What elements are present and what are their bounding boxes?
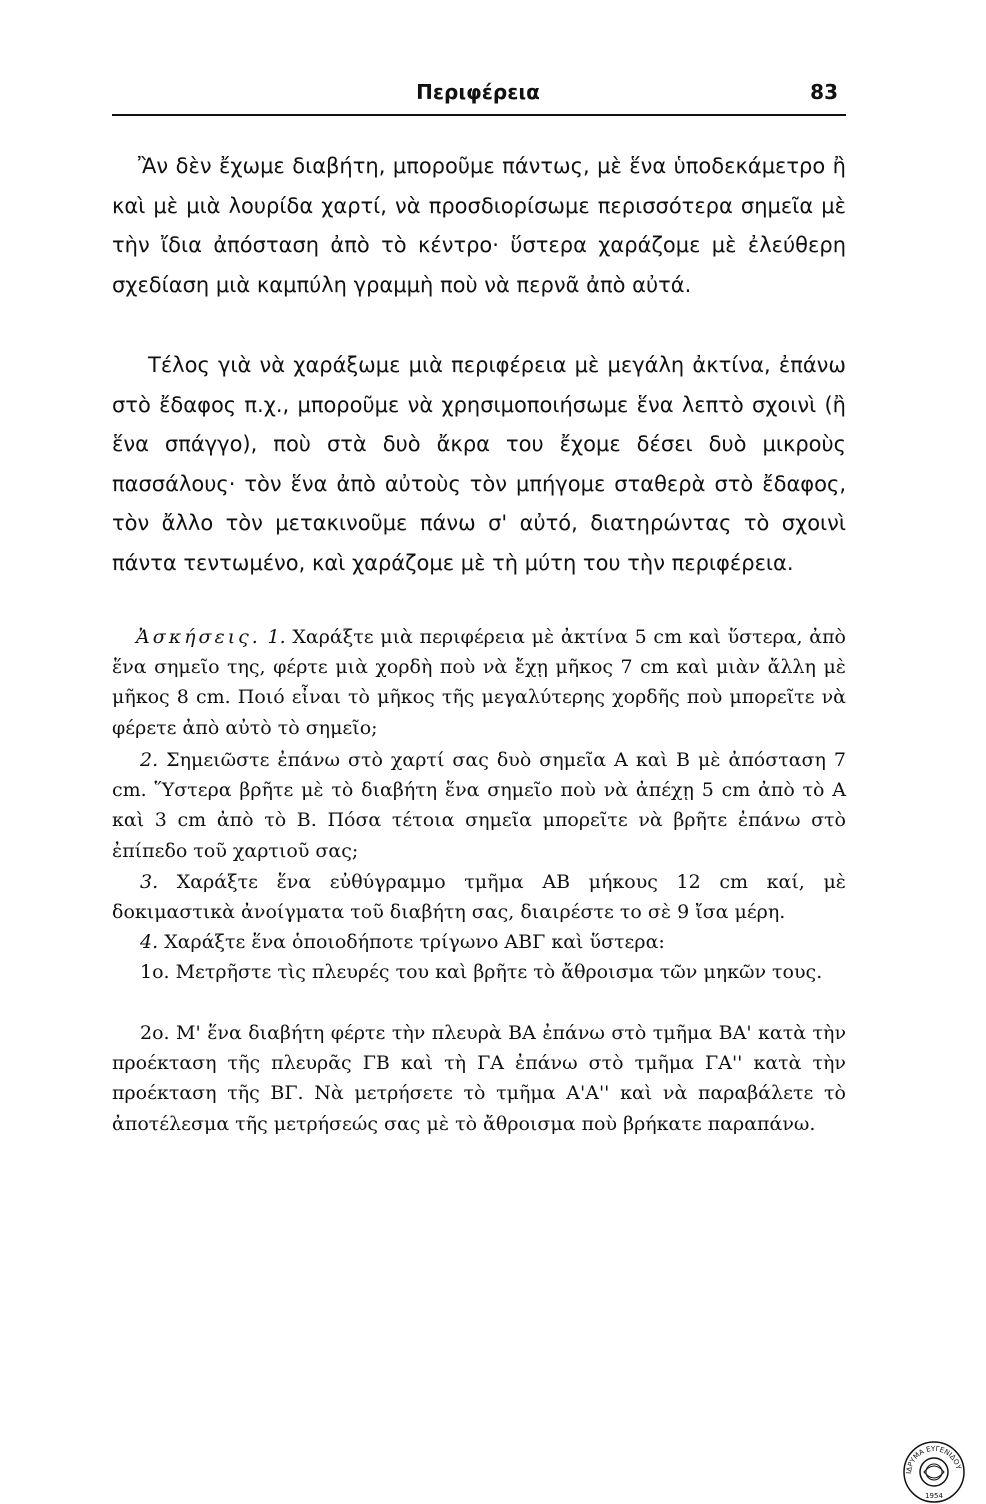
stamp-text: ΙΔΡΥΜΑ ΕΥΓΕΝΙΔΟΥ [904,1444,963,1475]
exercise-4-sub-1: 1ο. Μετρῆστε τὶς πλευρές του καὶ βρῆτε τὸ ἄθροισμα τῶν μηκῶν τους. [140,961,823,983]
exercise-text: Χαράξτε ἕνα εὐθύγραμμο τμῆμα ΑΒ μήκους 12 cm καί, μὲ δοκιμαστικὰ ἀνοίγματα τοῦ διαβήτη σας, διαιρέστε το σὲ 9 ἴσα μέρη. [112,871,846,924]
library-stamp-icon [902,1440,966,1504]
stamp-year: 1954 [925,1492,943,1500]
exercise-text: Χαράξτε μιὰ περιφέρεια μὲ ἀκτίνα 5 cm καὶ ὕστερα, ἀπὸ ἕνα σημεῖο της, φέρτε μιὰ χορδὴ ποὺ νὰ ἔχῃ μῆκος 7 cm καὶ μιὰν ἄλλη μὲ μῆκος 8 cm. Ποιό εἶναι τὸ μῆκος τῆς μεγαλύτερης χορδῆς ποὺ μπορεῖτε νὰ φέρετε ἀπὸ αὐτὸ τὸ σημεῖο; [112,626,846,739]
running-title: Περιφέρεια [416,80,540,104]
exercise-number: 3. [140,871,159,893]
page-header [110,80,846,110]
exercise-2 [112,745,846,866]
exercise-text: Χαράξτε ἕνα ὁποιοδήποτε τρίγωνο ΑΒΓ καὶ ὕστερα: [164,931,665,953]
page-number: 83 [810,80,838,104]
exercises-heading: Ἀσκήσεις. [136,626,261,648]
paragraph-2: Τέλος γιὰ νὰ χαράξωμε μιὰ περιφέρεια μὲ μεγάλη ἀκτίνα, ἐπάνω στὸ ἔδαφος π.χ., μποροῦμε νὰ χρησιμοποιήσωμε ἕνα λεπτὸ σχοινὶ (ἢ ἕνα σπάγγο), ποὺ στὰ δυὸ ἄκρα του ἔχομε δέσει δυὸ μικροὺς πασσάλους· τὸν ἕνα ἀπὸ αὐτοὺς τὸν μπήγομε σταθερὰ στὸ ἔδαφος, τὸν ἄλλο τὸν μετακινοῦμε πάνω σ' αὐτό, διατηρώντας τὸ σχοινὶ πάντα τεντωμένο, καὶ χαράζομε μὲ τὴ μύτη του τὴν περιφέρεια. [112,353,846,575]
paragraph-1: Ἂν δὲν ἔχωμε διαβήτη, μποροῦμε πάντως, μὲ ἕνα ὑποδεκάμετρο ἢ καὶ μὲ μιὰ λουρίδα χαρτί, νὰ προσδιορίσωμε περισσότερα σημεῖα μὲ τὴν ἴδια ἀπόσταση ἀπὸ τὸ κέντρο· ὕστερα χαράζομε μὲ ἐλεύθερη σχεδίαση μιὰ καμπύλη γραμμὴ ποὺ νὰ περνᾶ ἀπὸ αὐτά. [112,154,846,297]
exercise-3 [112,867,846,927]
exercise-1 [112,622,846,743]
exercise-text: Σημειῶστε ἐπάνω στὸ χαρτί σας δυὸ σημεῖα Α καὶ Β μὲ ἀπόσταση 7 cm. Ὕστερα βρῆτε μὲ τὸ διαβήτη ἕνα σημεῖο ποὺ νὰ ἀπέχῃ 5 cm ἀπὸ τὸ Α καὶ 3 cm ἀπὸ τὸ Β. Πόσα τέτοια σημεῖα μπορεῖτε νὰ βρῆτε ἐπάνω στὸ ἐπίπεδο τοῦ χαρτιοῦ σας; [112,749,846,862]
exercise-4-sub-2: 2ο. Μ' ἕνα διαβήτη φέρτε τὴν πλευρὰ ΒΑ ἐπάνω στὸ τμῆμα ΒΑ' κατὰ τὴν προέκταση τῆς πλευρᾶς ΓΒ καὶ τὴ ΓΑ ἐπάνω στὸ τμῆμα ΓΑ'' κατὰ τὴν προέκταση τῆς ΒΓ. Νὰ μετρήσετε τὸ τμῆμα Α'Α'' καὶ νὰ παραβάλετε τὸ ἀποτέλεσμα τῆς μετρήσεώς σας μὲ τὸ ἄθροισμα ποὺ βρήκατε παραπάνω. [112,1022,846,1135]
exercise-number: 1. [267,626,286,648]
exercise-number: 2. [140,749,159,771]
exercise-4 [112,927,846,957]
exercise-number: 4. [140,931,159,953]
header-rule [112,114,846,116]
